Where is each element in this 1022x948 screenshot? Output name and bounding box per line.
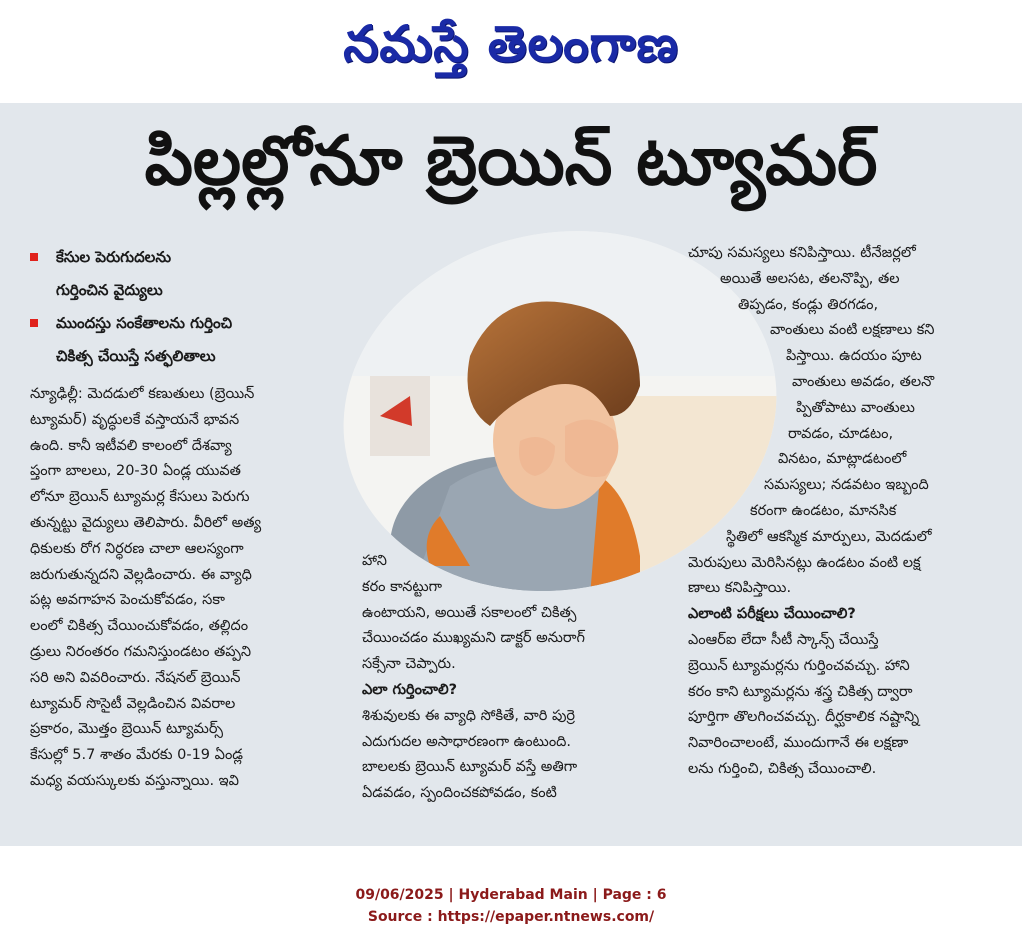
masthead-title: నమస్తే తెలంగాణ bbox=[343, 14, 679, 73]
section-heading: ఎలాంటి పరీక్షలు చేయించాలి? bbox=[688, 606, 856, 623]
body-text-line: డ్రులు నిరంతరం గమనిస్తుండటం తప్పని bbox=[30, 643, 252, 660]
body-text-line: ఎంఆర్ఐ లేదా సీటీ స్కాన్స్ చేయిస్తే bbox=[688, 631, 879, 648]
body-text-line: చేయించడం ముఖ్యమని డాక్టర్ అనురాగ్ bbox=[362, 630, 585, 647]
body-text-line: హాని bbox=[362, 553, 387, 569]
body-text-line: సరి అని వివరించారు. నేషనల్ బ్రెయిన్ bbox=[30, 669, 241, 686]
body-text-line: వాంతులు వంటి లక్షణాలు కని bbox=[770, 322, 935, 339]
body-text-line: మధ్య వయస్కులకు వస్తున్నాయి. ఇవి bbox=[30, 772, 239, 789]
body-text-line: వాంతులు అవడం, తలనొ bbox=[792, 373, 935, 390]
article-clipping bbox=[0, 103, 1022, 846]
body-text-line: బ్రెయిన్ ట్యూమర్లను గుర్తించవచ్చు. హాని bbox=[688, 657, 910, 674]
bullet-icon bbox=[30, 253, 38, 261]
body-text-line: కేసుల్లో 5.7 శాతం మేరకు 0-19 ఏండ్ల bbox=[30, 747, 244, 764]
body-text-line: సమస్యలు; నడవటం ఇబ్బంది bbox=[764, 477, 929, 494]
body-text-line: కరం కాని ట్యూమర్లను శస్త్ర చికిత్స ద్వారా bbox=[688, 683, 913, 700]
body-text-line: సక్సేనా చెప్పారు. bbox=[362, 656, 456, 673]
body-text-line: ఎదుగుదల అసాధారణంగా ఉంటుంది. bbox=[362, 733, 572, 750]
highlight-item bbox=[28, 307, 358, 373]
highlight-item bbox=[28, 241, 358, 307]
masthead bbox=[0, 0, 1022, 100]
body-text-line: బాలలకు బ్రెయిన్ ట్యూమర్ వస్తే అతిగా bbox=[362, 759, 578, 776]
body-text-line: కరంగా ఉండటం, మానసిక bbox=[750, 502, 897, 519]
body-text-line: లోనూ బ్రెయిన్ ట్యూమర్ల కేసులు పెరుగు bbox=[30, 489, 250, 506]
body-text-line: లను గుర్తించి, చికిత్స చేయించాలి. bbox=[688, 760, 877, 777]
body-text-line: పట్ల అవగాహన పెంచుకోవడం, సకా bbox=[30, 592, 225, 609]
page-footer bbox=[0, 884, 1022, 928]
body-text-line: ప్రకారం, మొత్తం బ్రెయిన్ ట్యూమర్స్ bbox=[30, 721, 224, 738]
body-text-line: ఉంది. కానీ ఇటీవలి కాలంలో దేశవ్యా bbox=[30, 437, 232, 454]
body-text-line: పిస్తాయి. ఉదయం పూట bbox=[786, 348, 922, 365]
body-text-line: చూపు సమస్యలు కనిపిస్తాయి. టీనేజర్లలో bbox=[688, 245, 916, 261]
body-text-line: శిశువులకు ఈ వ్యాధి సోకితే, వారి పుర్రె bbox=[362, 707, 576, 724]
body-text-line: అయితే అలసట, తలనొప్పి, తల bbox=[720, 270, 900, 287]
highlights bbox=[28, 241, 358, 373]
body-text-line: ప్పితోపాటు వాంతులు bbox=[796, 399, 915, 416]
body-text-line: పూర్తిగా తొలగించవచ్చు. దీర్ఘకాలిక నష్టాన్ని bbox=[688, 709, 920, 726]
body-text-line: నివారించాలంటే, ముందుగానే ఈ లక్షణా bbox=[688, 735, 909, 752]
article-headline: పిల్లల్లోనూ బ్రెయిన్ ట్యూమర్ bbox=[144, 121, 878, 201]
footer-edition-info: 09/06/2025 | Hyderabad Main | Page : 6 bbox=[355, 887, 667, 903]
highlight-line: చికిత్స చేయిస్తే సత్ఫలితాలు bbox=[56, 347, 216, 365]
footer-source: Source : https://epaper.ntnews.com/ bbox=[367, 909, 655, 925]
body-text-line: ఏడవడం, స్పందించకపోవడం, కంటి bbox=[362, 785, 557, 802]
article-column-1 bbox=[30, 382, 330, 795]
highlight-line: ముందస్తు సంకేతాలను గుర్తించి bbox=[56, 314, 233, 332]
body-text-line: ఉంటాయని, అయితే సకాలంలో చికిత్స bbox=[362, 604, 577, 621]
body-text-line: న్యూఢిల్లీ: మెదడులో కణుతులు (బ్రెయిన్ bbox=[30, 386, 255, 402]
body-text-line: ధికులకు రోగ నిర్ధరణ చాలా ఆలస్యంగా bbox=[30, 540, 244, 557]
body-text-line: ట్యూమర్ సొసైటీ వెల్లడించిన వివరాల bbox=[30, 695, 236, 712]
body-text-line: ప్తంగా బాలలు, 20-30 ఏండ్ల యువత bbox=[30, 463, 241, 480]
article-column-2 bbox=[362, 549, 682, 807]
body-text-line: కరం కానట్టుగా bbox=[362, 578, 442, 595]
body-text-line: రావడం, చూడటం, bbox=[788, 425, 894, 442]
body-text-line: జరుగుతున్నదని వెల్లడించారు. ఈ వ్యాధి bbox=[30, 566, 252, 583]
bullet-icon bbox=[30, 319, 38, 327]
article-column-3 bbox=[688, 241, 1003, 783]
section-heading: ఎలా గుర్తించాలి? bbox=[362, 681, 457, 698]
body-text-line: తున్నట్టు వైద్యులు తెలిపారు. వీరిలో అత్య bbox=[30, 514, 262, 531]
body-text-line: మెరుపులు మెరిసినట్లు ఉండటం వంటి లక్ష bbox=[688, 554, 921, 571]
body-text-line: తిప్పడం, కండ్లు తిరగడం, bbox=[738, 296, 879, 313]
highlight-line: గుర్తించిన వైద్యులు bbox=[56, 281, 163, 299]
body-text-line: వినటం, మాట్లాడటంలో bbox=[778, 451, 907, 468]
body-text-line: ణాలు కనిపిస్తాయి. bbox=[688, 580, 792, 597]
highlight-line: కేసుల పెరుగుదలను bbox=[56, 248, 172, 266]
body-text-line: లంలో చికిత్స చేయించుకోవడం, తల్లిదం bbox=[30, 618, 249, 635]
body-text-line: స్థితిలో ఆకస్మిక మార్పులు, మెదడులో bbox=[726, 528, 932, 545]
body-text-line: ట్యూమర్) వృద్ధులకే వస్తాయనే భావన bbox=[30, 411, 240, 428]
